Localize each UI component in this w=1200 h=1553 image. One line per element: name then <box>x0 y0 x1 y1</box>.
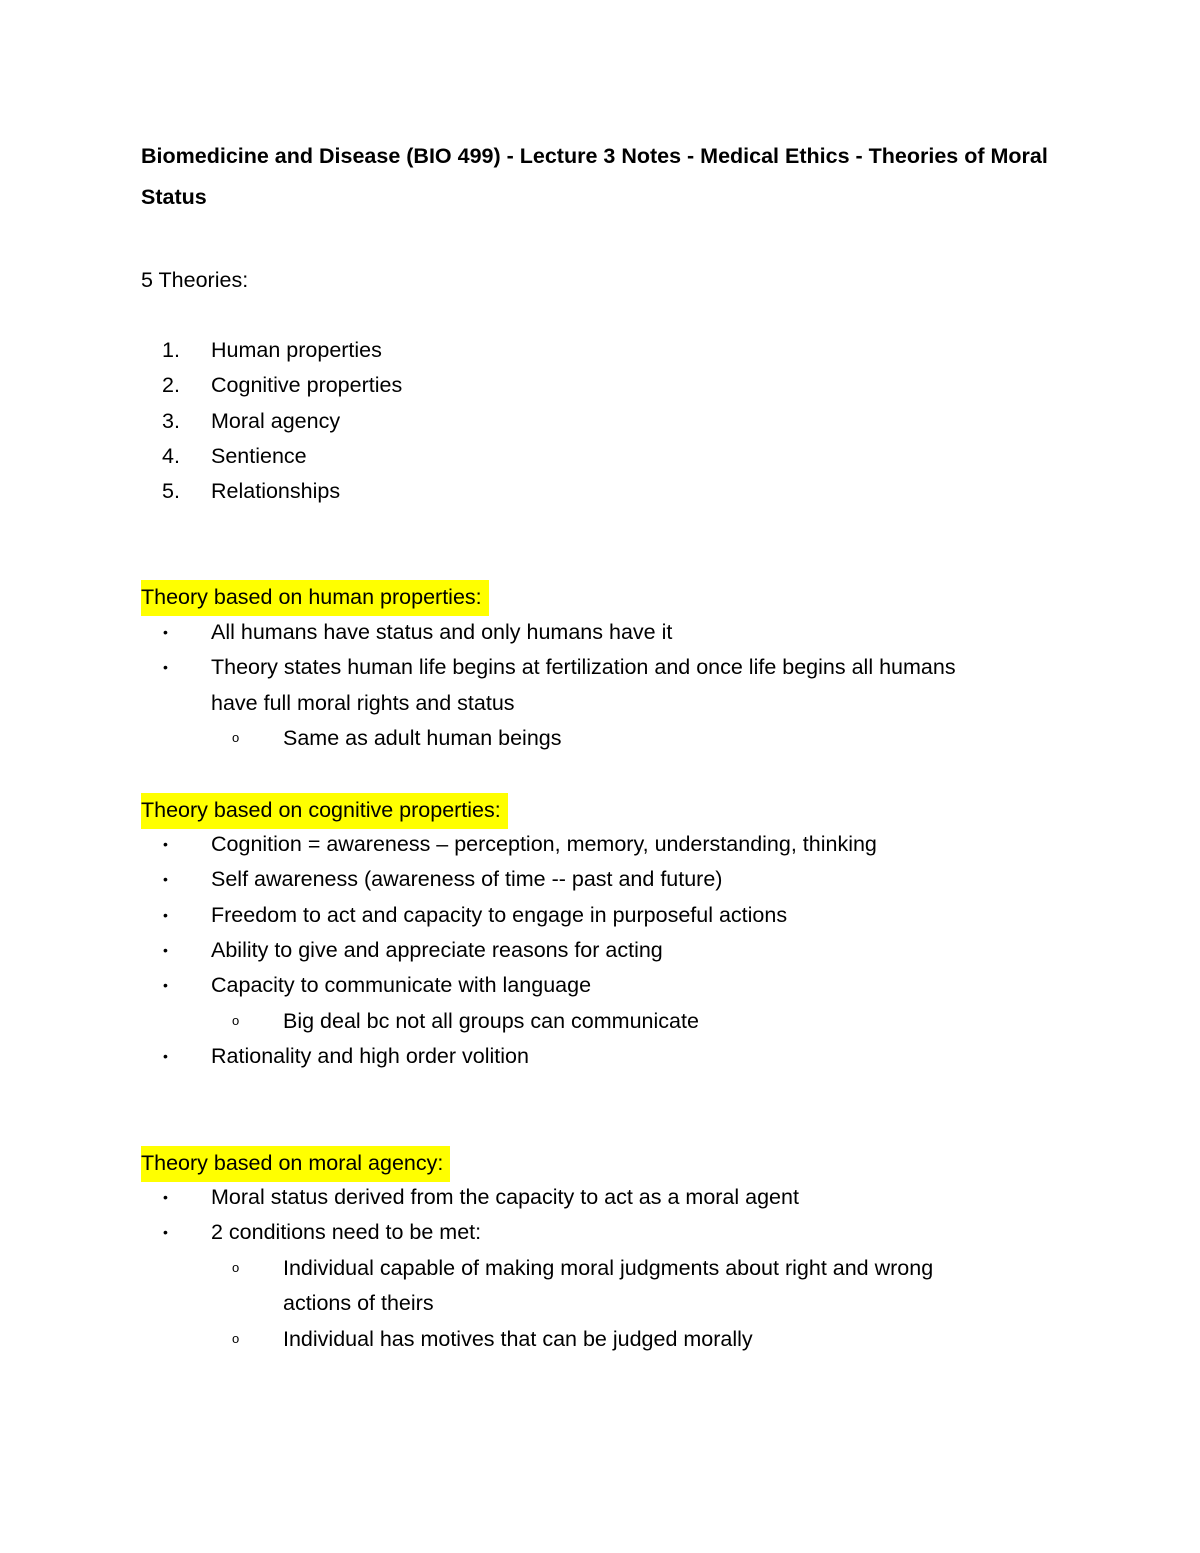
bullet-item: Cognition = awareness – perception, memory, understanding, thinking <box>211 832 877 856</box>
sub-bullet-icon: o <box>232 1260 240 1275</box>
bullet-icon: • <box>163 907 168 923</box>
list-number: 1. <box>162 338 180 362</box>
list-number: 4. <box>162 444 180 468</box>
section-heading-human-properties: Theory based on human properties: <box>141 580 489 616</box>
bullet-item: Ability to give and appreciate reasons for acting <box>211 938 663 962</box>
document-title: Biomedicine and Disease (BIO 499) - Lecture 3 Notes - Medical Ethics - Theories of Moral Status <box>141 144 1048 209</box>
sub-bullet-icon: o <box>232 730 240 745</box>
bullet-icon: • <box>163 1189 168 1205</box>
bullet-icon: • <box>163 977 168 993</box>
bullet-icon: • <box>163 871 168 887</box>
bullet-item: Self awareness (awareness of time -- past and future) <box>211 867 723 891</box>
list-item: Cognitive properties <box>211 373 403 397</box>
sub-bullet-item: Same as adult human beings <box>283 726 562 750</box>
sub-bullet-item: Individual has motives that can be judged morally <box>283 1327 753 1351</box>
sub-bullet-icon: o <box>232 1331 240 1346</box>
bullet-icon: • <box>163 836 168 852</box>
bullet-item: Capacity to communicate with language <box>211 973 592 997</box>
list-item: Human properties <box>211 338 382 362</box>
list-item: Sentience <box>211 444 307 468</box>
bullet-item: All humans have status and only humans have it <box>211 620 673 644</box>
list-number: 5. <box>162 479 180 503</box>
sub-bullet-item-continuation: actions of theirs <box>283 1291 434 1315</box>
bullet-icon: • <box>163 624 168 640</box>
bullet-icon: • <box>163 659 168 675</box>
bullet-item-continuation: have full moral rights and status <box>211 691 515 715</box>
bullet-icon: • <box>163 1224 168 1240</box>
intro-text: 5 Theories: <box>141 268 249 292</box>
list-number: 2. <box>162 373 180 397</box>
list-item: Moral agency <box>211 409 341 433</box>
bullet-icon: • <box>163 1048 168 1064</box>
sub-bullet-item: Big deal bc not all groups can communicate <box>283 1009 699 1033</box>
bullet-item: 2 conditions need to be met: <box>211 1220 482 1244</box>
section-heading-cognitive-properties: Theory based on cognitive properties: <box>141 793 508 829</box>
bullet-item: Freedom to act and capacity to engage in purposeful actions <box>211 903 788 927</box>
bullet-icon: • <box>163 942 168 958</box>
list-item: Relationships <box>211 479 341 503</box>
section-heading-moral-agency: Theory based on moral agency: <box>141 1146 450 1182</box>
bullet-item: Theory states human life begins at fertilization and once life begins all humans <box>211 655 956 679</box>
sub-bullet-icon: o <box>232 1013 240 1028</box>
bullet-item: Rationality and high order volition <box>211 1044 529 1068</box>
list-number: 3. <box>162 409 180 433</box>
bullet-item: Moral status derived from the capacity to act as a moral agent <box>211 1185 799 1209</box>
sub-bullet-item: Individual capable of making moral judgments about right and wrong <box>283 1256 934 1280</box>
